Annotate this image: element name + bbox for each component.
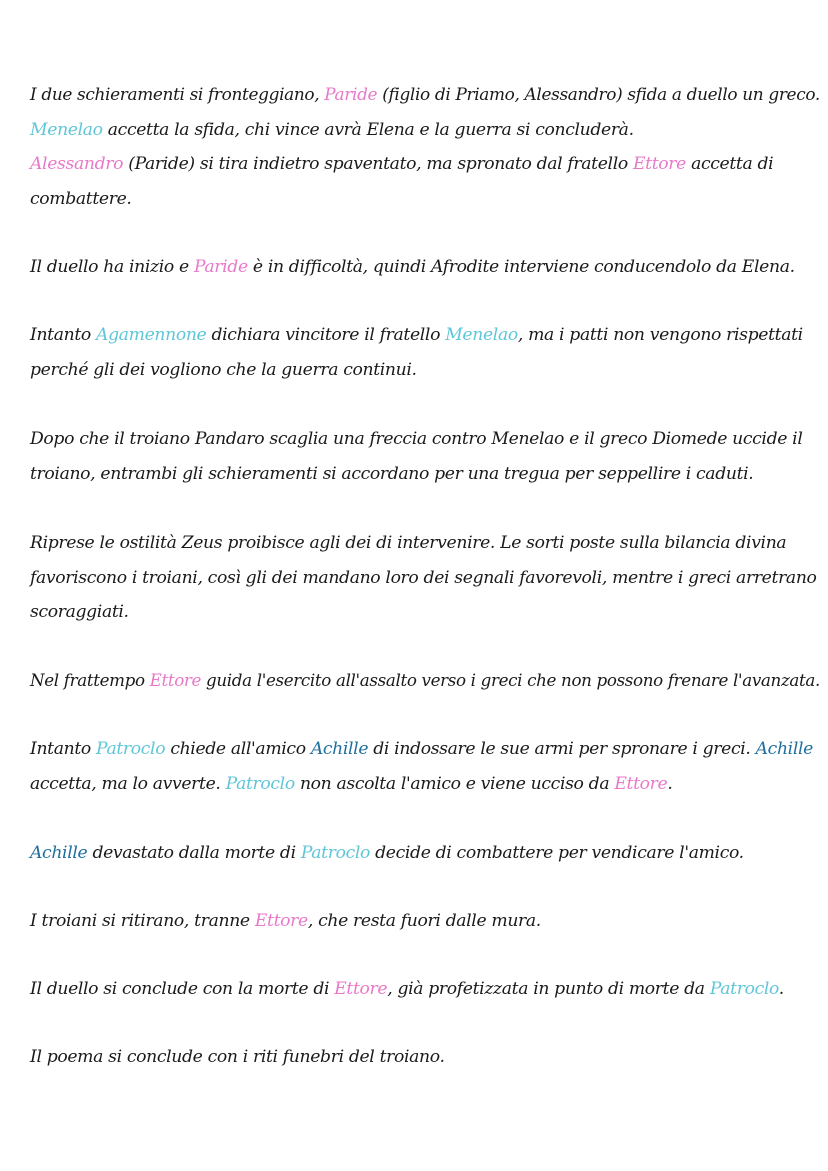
text-line <box>30 353 820 388</box>
paragraph-aphrodite <box>30 250 820 285</box>
text-run: , ma i patti non vengono rispettati <box>517 325 803 345</box>
character-name: Ettore <box>149 671 202 691</box>
character-name: Menelao <box>30 119 103 140</box>
paragraph-agamemnon <box>30 318 820 387</box>
text-run: Il duello ha inizio e <box>30 257 194 277</box>
text-run: (Paride) si tira indietro spaventato, ma spronato dal fratello <box>123 154 633 174</box>
text-line <box>30 904 820 939</box>
character-name: Achille <box>755 739 813 759</box>
character-name: Paride <box>324 85 378 105</box>
text-run: Il poema si conclude con i riti funebri del troiano. <box>30 1047 445 1067</box>
text-run: Dopo che il troiano Pandaro scaglia una freccia contro Menelao e il greco Diomede uccide il <box>30 429 803 449</box>
text-run: Riprese le ostilità Zeus proibisce agli dei di intervenire. Le sorti poste sulla bilancia divina <box>30 533 787 553</box>
paragraph-pandarus <box>30 422 820 491</box>
text-run: di indossare le sue armi per spronare i greci. <box>368 739 756 759</box>
text-line <box>30 318 820 353</box>
text-run: accetta la sfida, chi vince avrà Elena e la guerra si concluderà. <box>102 119 634 140</box>
character-name: Ettore <box>632 154 686 174</box>
text-run: Intanto <box>30 739 97 759</box>
text-run: , che resta fuori dalle mura. <box>307 911 541 931</box>
text-run: I troiani si ritirano, tranne <box>30 911 255 931</box>
text-line <box>30 182 820 217</box>
text-run: chiede all'amico <box>165 739 311 759</box>
text-line <box>30 422 820 457</box>
character-name: Patroclo <box>96 739 166 759</box>
text-run: , già profetizzata in punto di morte da <box>387 979 710 999</box>
paragraph-duel-challenge <box>30 78 820 216</box>
paragraph-hector-death <box>30 972 820 1007</box>
text-line <box>30 147 820 182</box>
paragraph-funeral <box>30 1040 820 1075</box>
character-name: Alessandro <box>30 154 124 174</box>
paragraph-hector-assault <box>30 664 820 699</box>
character-name: Paride <box>193 257 248 277</box>
text-run: . <box>778 979 784 999</box>
paragraph-trojans-retreat <box>30 904 820 939</box>
text-line <box>30 767 820 802</box>
text-run: accetta, ma lo avverte. <box>30 773 226 794</box>
character-name: Patroclo <box>300 843 371 863</box>
paragraph-achilles-revenge <box>30 836 820 871</box>
paragraph-zeus <box>30 526 820 630</box>
text-run: dichiara vincitore il fratello <box>206 325 446 345</box>
text-line <box>30 732 820 767</box>
text-run: favoriscono i troiani, così gli dei mandano loro dei segnali favorevoli, mentre i greci arretrano <box>30 567 817 588</box>
character-name: Menelao <box>445 325 518 345</box>
text-run: . <box>667 773 673 794</box>
text-line <box>30 250 820 285</box>
text-line <box>30 972 820 1007</box>
text-run: è in difficoltà, quindi Afrodite interviene conducendolo da Elena. <box>247 257 795 277</box>
text-line <box>30 595 820 630</box>
text-run: I due schieramenti si fronteggiano, <box>30 85 325 105</box>
character-name: Ettore <box>254 911 308 931</box>
character-name: Ettore <box>334 979 388 999</box>
text-run: non ascolta l'amico e viene ucciso da <box>294 773 615 794</box>
text-line <box>30 78 820 113</box>
text-run: decide di combattere per vendicare l'amico. <box>370 843 744 863</box>
text-run: guida l'esercito all'assalto verso i greci che non possono frenare l'avanzata. <box>201 671 820 691</box>
text-run: combattere. <box>30 188 132 209</box>
text-run: devastato dalla morte di <box>87 843 301 863</box>
character-name: Patroclo <box>709 979 779 999</box>
text-line <box>30 457 820 492</box>
text-line <box>30 113 820 148</box>
text-run: scoraggiati. <box>30 602 129 622</box>
character-name: Ettore <box>614 773 668 794</box>
text-line <box>30 561 820 596</box>
text-line <box>30 836 820 871</box>
character-name: Achille <box>30 843 88 863</box>
text-run: Intanto <box>30 325 97 345</box>
paragraph-patroclus <box>30 732 820 801</box>
text-line <box>30 664 820 699</box>
text-run: Nel frattempo <box>30 671 150 691</box>
character-name: Patroclo <box>225 773 295 794</box>
character-name: Agamennone <box>96 325 207 345</box>
text-run: Il duello si conclude con la morte di <box>30 979 335 999</box>
text-run: accetta di <box>685 154 774 174</box>
text-run: troiano, entrambi gli schieramenti si accordano per una tregua per seppellire i caduti. <box>30 463 754 484</box>
text-run: perché gli dei vogliono che la guerra continui. <box>30 359 417 380</box>
text-run: (figlio di Priamo, Alessandro) sfida a duello un greco. <box>377 85 820 105</box>
text-line <box>30 1040 820 1075</box>
character-name: Achille <box>310 739 369 759</box>
text-line <box>30 526 820 561</box>
